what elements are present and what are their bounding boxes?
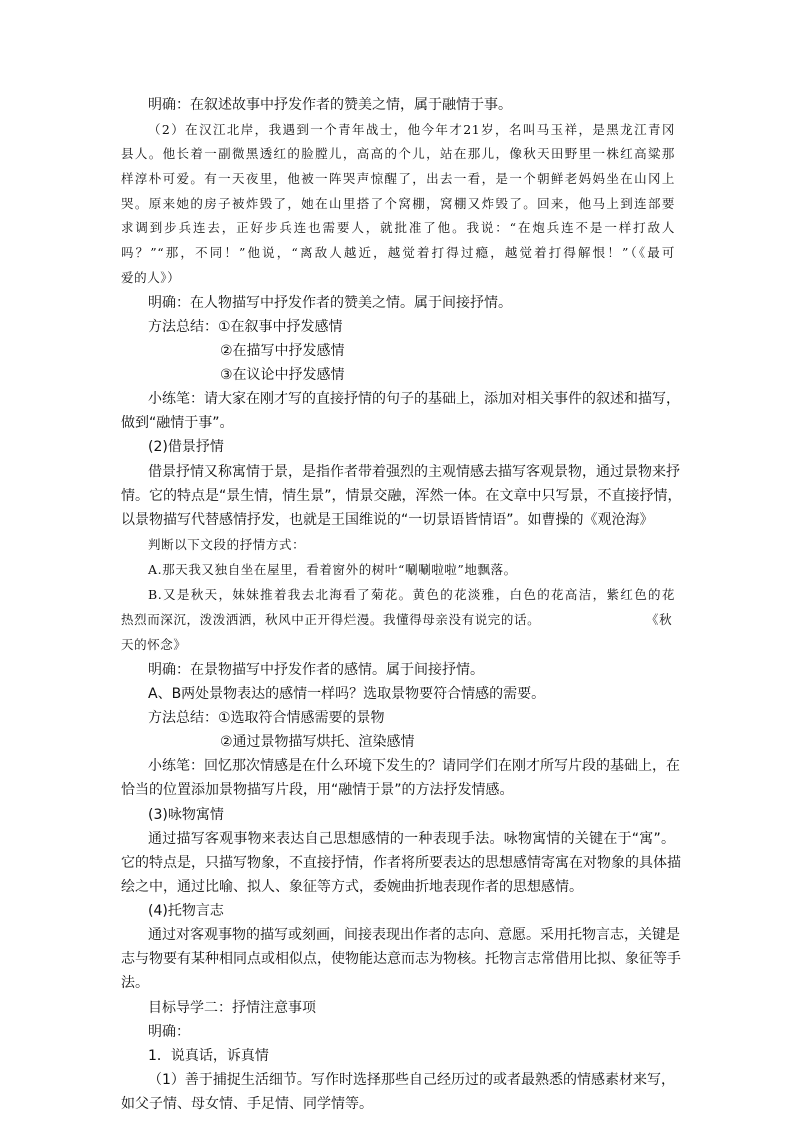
example-passage-line: 县人。他长着一副微黑透红的脸膛儿，高高的个儿，站在那儿，像秋天田野里一株红高粱那 [121,146,675,161]
paragraph-line: 以景物描写代替感情抒发，也就是王国维说的“一切景语皆情语”。如曹操的《观沧海》 [121,512,654,528]
paragraph-line: 借景抒情又称寓情于景，是指作者带着强烈的主观情感去描写客观景物，通过景物来抒 [148,464,680,480]
method-summary-heading: 方法总结：①在叙事中抒发感情 [148,319,343,335]
clarification-narration: 明确：在叙述故事中抒发作者的赞美之情，属于融情于事。 [148,97,512,113]
paragraph-line: 它的特点是，只描写物象，不直接抒情，作者将所要表达的思想感情寄寓在对物象的具体描 [121,855,681,871]
example-passage-line: 吗？”“那，不同！”他说，“离敌人越近，越觉着打得过瘾，越觉着打得解恨！”（《最可 [121,245,675,260]
paragraph-line: 如父子情、母女情、手足情、同学情等。 [121,1096,373,1112]
paragraph-line: 志与物要有某种相同点或相似点，使物能达意而志为物核。托物言志常借用比拟、象征等手 [121,951,681,967]
practice-prompt: 做到“融情于事”。 [121,415,234,431]
example-passage-line: （2）在汉江北岸，我遇到一个青年战士，他今年才21岁，名叫马玉祥，是黑龙江青冈 [148,122,675,137]
exercise-option-b: 热烈而深沉，泼泼洒洒，秋风中正开得烂漫。我懂得母亲没有说完的话。 [121,612,541,627]
practice-prompt: 恰当的位置添加景物描写片段，用“融情于景”的方法抒发情感。 [121,782,514,798]
numbered-heading: 1．说真话，诉真情 [148,1048,269,1064]
paragraph-line: （1）善于捕捉生活细节。写作时选择那些自己经历过的或者最熟悉的情感素材来写， [148,1072,675,1088]
exercise-option-a: A.那天我又独自坐在屋里，看着窗外的树叶“唰唰啦啦”地飘落。 [148,562,517,577]
paragraph-line: 情。它的特点是“景生情，情生景”，情景交融，浑然一体。在文章中只写景，不直接抒情， [121,488,682,504]
exercise-instruction: 判断以下文段的抒情方式： [148,537,306,552]
example-passage-line: 爱的人》） [121,270,181,285]
example-passage-line: 哭。原来她的房子被炸毁了，她在山里搭了个窝棚，窝棚又炸毁了。回来，他马上到连部要 [121,196,675,211]
exercise-option-b: 《秋 [646,612,673,627]
clarification-label: 明确： [148,1024,190,1040]
method-summary-item: ③在议论中抒发感情 [220,367,345,383]
practice-prompt: 小练笔：回忆那次情感是在什么环境下发生的？请同学们在刚才所写片段的基础上，在 [148,758,680,774]
paragraph-line: 通过对客观事物的描写或刻画，间接表现出作者的志向、意愿。采用托物言志，关键是 [148,927,680,943]
section-heading: (3)咏物寓情 [148,807,224,823]
clarification-description: 明确：在人物描写中抒发作者的赞美之情。属于间接抒情。 [148,295,512,311]
objective-heading: 目标导学二：抒情注意事项 [148,1000,316,1016]
paragraph-line: 通过描写客观事物来表达自己思想感情的一种表现手法。咏物寓情的关键在于“寓”。 [148,831,675,847]
clarification-scenery: 明确：在景物描写中抒发作者的感情。属于间接抒情。 [148,662,484,678]
method-summary-heading: 方法总结：①选取符合情感需要的景物 [148,710,385,726]
question-line: A、B两处景物表达的感情一样吗？选取景物要符合情感的需要。 [148,686,546,702]
practice-prompt: 小练笔：请大家在刚才写的直接抒情的句子的基础上，添加对相关事件的叙述和描写， [148,391,680,407]
exercise-option-b: 天的怀念》 [121,637,187,652]
paragraph-line: 绘之中，通过比喻、拟人、象征等方式，委婉曲折地表现作者的思想感情。 [121,879,583,895]
example-passage-line: 求调到步兵连去，正好步兵连也需要人，就批准了他。我说：“在炮兵连不是一样打敌人 [121,220,675,235]
example-passage-line: 样淳朴可爱。有一天夜里，他被一阵哭声惊醒了，出去一看，是一个朝鲜老妈妈坐在山冈上 [121,171,675,186]
method-summary-item: ②在描写中抒发感情 [220,343,345,359]
paragraph-line: 法。 [121,975,149,991]
section-heading: (2)借景抒情 [148,439,224,455]
method-summary-item: ②通过景物描写烘托、渲染感情 [220,734,415,750]
exercise-option-b: B.又是秋天，妹妹推着我去北海看了菊花。黄色的花淡雅，白色的花高洁，紫红色的花 [148,587,675,602]
section-heading: (4)托物言志 [148,903,224,919]
